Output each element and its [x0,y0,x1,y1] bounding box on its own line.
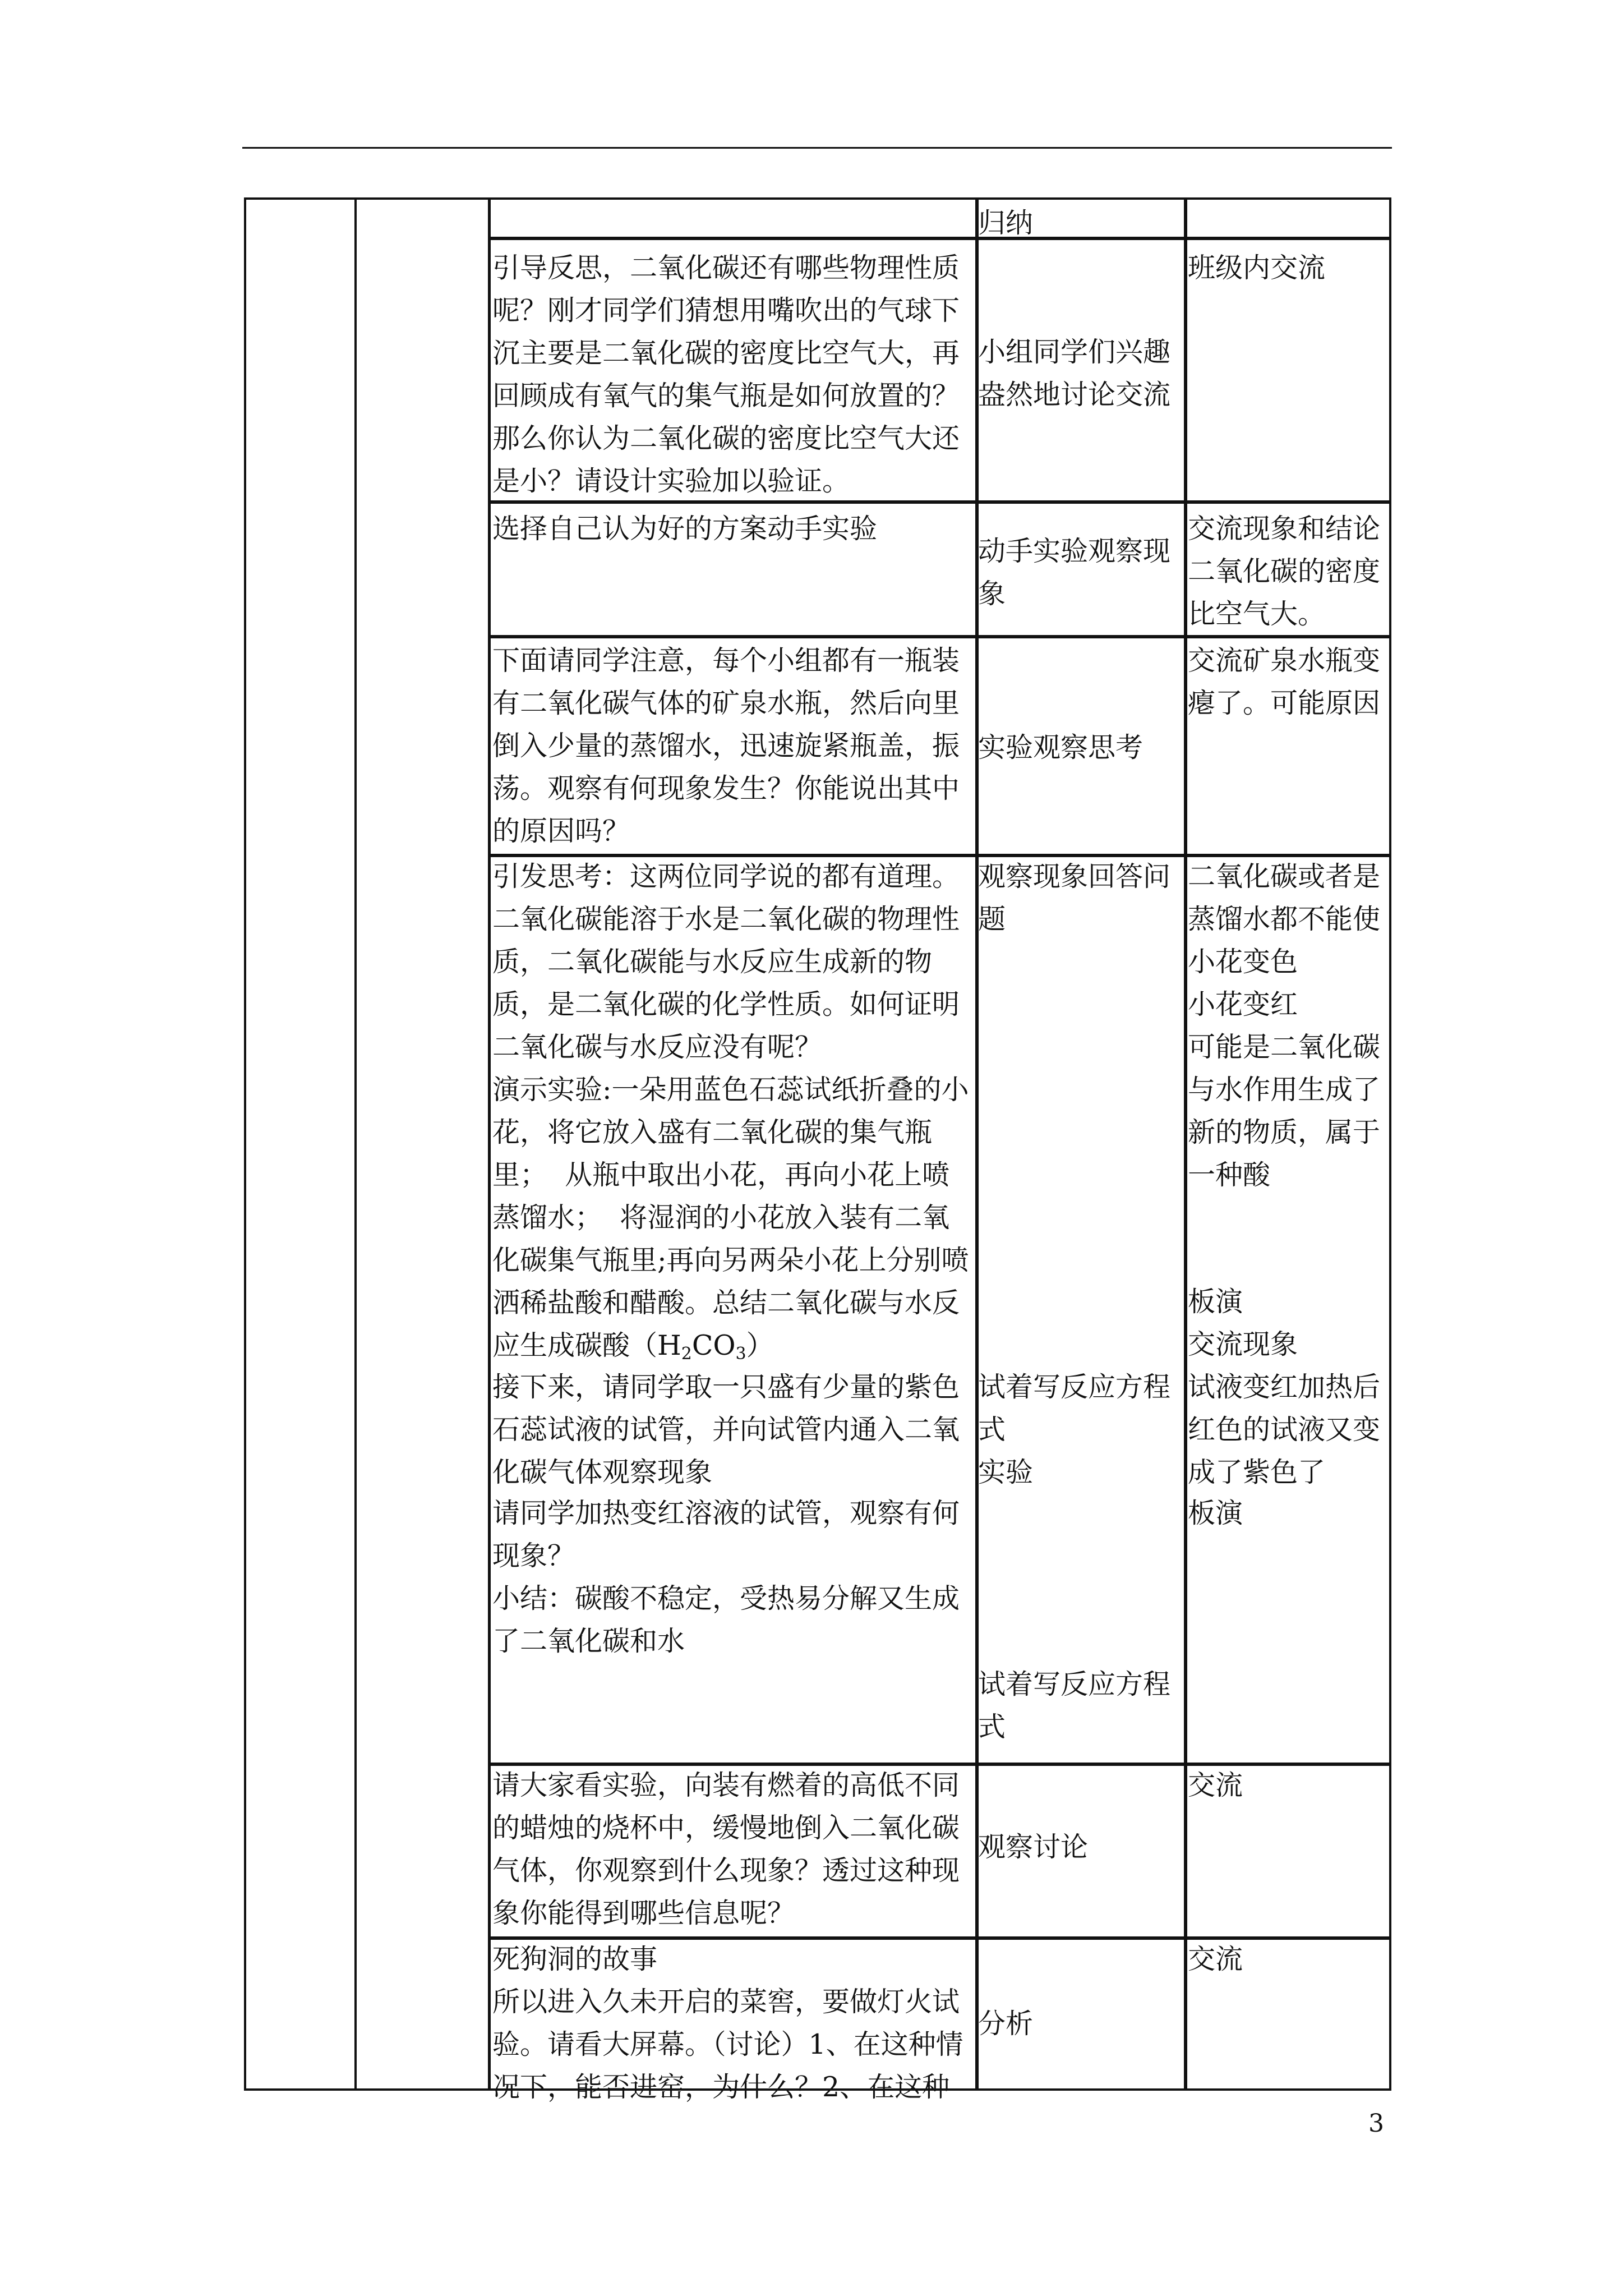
design-note: 交流现象和结论二氧化碳的密度比空气大。 [1188,513,1381,630]
teacher-activity: 死狗洞的故事 [492,1943,658,1975]
student-activity: 分析 [978,2008,1034,2040]
teacher-activity: 请同学加热变红溶液的试管，观察有何现象？ [492,1497,960,1572]
table-cell [489,197,977,238]
header-rule [242,147,1392,149]
design-note: 交流 [1188,1769,1243,1801]
design-note: 交流现象 [1188,1328,1298,1360]
student-activity: 实验观察思考 [978,731,1144,763]
design-note: 试液变红加热后红色的试液又变成了紫色了 [1188,1371,1381,1488]
design-note: 交流矿泉水瓶变瘪了。可能原因 [1188,645,1381,719]
teacher-activity: 引发思考：这两位同学说的都有道理。二氧化碳能溶于水是二氧化碳的物理性质，二氧化碳能与水反应生成新的物质，是二氧化碳的化学性质。如何证明二氧化碳与水反应没有呢？ [492,861,960,1063]
design-note: 可能是二氧化碳与水作用生成了新的物质，属于一种酸 [1188,1031,1381,1191]
design-note: 小花变红 [1188,988,1298,1020]
student-activity: 试着写反应方程式 [978,1371,1171,1446]
teacher-activity: 小结：碳酸不稳定，受热易分解又生成了二氧化碳和水 [492,1582,960,1657]
teacher-activity: 演示实验:一朵用蓝色石蕊试纸折叠的小花，将它放入盛有二氧化碳的集气瓶里； 从瓶中取出小花，再向小花上喷蒸馏水； 将湿润的小花放入装有二氧化碳集气瓶里;再向另两朵小花上分别喷洒稀盐酸和醋酸。总结二氧化碳与水反应生成碳酸$(H_2CO_3)$ [492,1074,969,1364]
teacher-activity: 所以进入久未开启的菜窖，要做灯火试验。请看大屏幕。（讨论）1、在这种情况下，能否进窑，为什么？2、在这种 [492,1986,963,2103]
student-activity: 动手实验观察现象 [978,535,1171,610]
student-activity: 观察现象回答问题 [978,861,1171,935]
table-column-divider [354,197,357,2091]
student-activity: 小组同学们兴趣盎然地讨论交流 [978,336,1171,411]
design-note: 板演 [1188,1286,1243,1318]
table-cell [1186,197,1391,238]
design-note: 班级内交流 [1188,252,1326,284]
student-activity: 归纳 [978,207,1034,239]
table-cell [977,855,1186,1764]
student-activity: 实验 [978,1456,1034,1488]
teacher-activity: 选择自己认为好的方案动手实验 [492,513,878,545]
teacher-activity: 下面请同学注意，每个小组都有一瓶装有二氧化碳气体的矿泉水瓶，然后向里倒入少量的蒸馏水，迅速旋紧瓶盖，振荡。观察有何现象发生？你能说出其中的原因吗？ [492,645,960,847]
student-activity: 观察讨论 [978,1831,1089,1863]
teacher-activity: 请大家看实验，向装有燃着的高低不同的蜡烛的烧杯中，缓慢地倒入二氧化碳气体，你观察到什么现象？透过这种现象你能得到哪些信息呢？ [492,1769,960,1929]
page-number: 3 [1368,2109,1384,2138]
design-note: 交流 [1188,1943,1243,1975]
design-note: 板演 [1188,1497,1243,1529]
student-activity: 试着写反应方程式 [978,1668,1171,1743]
teacher-activity: 引导反思，二氧化碳还有哪些物理性质呢？刚才同学们猜想用嘴吹出的气球下沉主要是二氧化碳的密度比空气大，再回顾成有氧气的集气瓶是如何放置的？那么你认为二氧化碳的密度比空气大还是小？请设计实验加以验证。 [492,252,960,497]
design-note: 二氧化碳或者是蒸馏水都不能使小花变色 [1188,861,1381,978]
teacher-activity: 接下来，请同学取一只盛有少量的紫色石蕊试液的试管，并向试管内通入二氧化碳气体观察现象 [492,1371,960,1488]
